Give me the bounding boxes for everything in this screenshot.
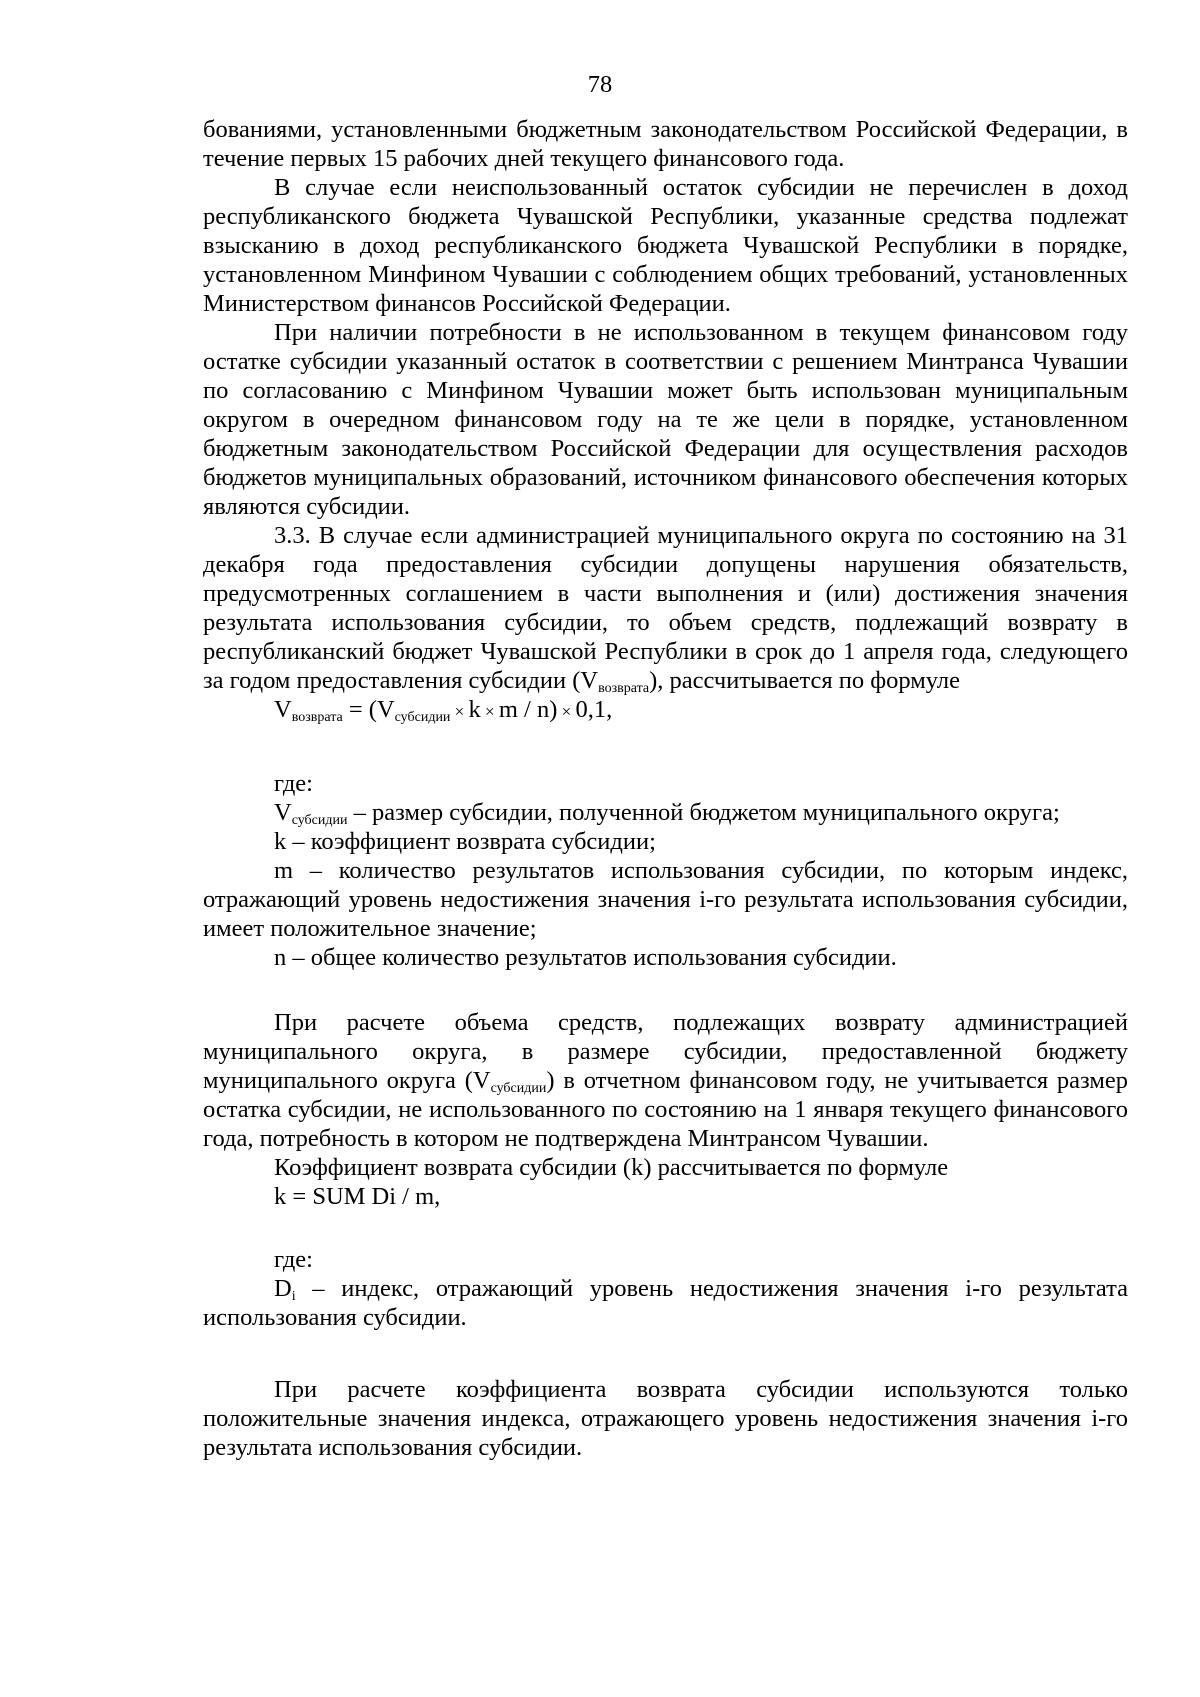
formula-times-3: × <box>557 702 576 721</box>
formula-coef: 0,1, <box>575 696 613 723</box>
formula-times-2: × <box>480 702 499 721</box>
definition-m: m – количество результатов использования субсидии, по которым индекс, отражающий уровень недостижения значения i-го результата использования субсидии, имеет положительное значение; <box>203 857 1128 942</box>
subscript-subsidii: субсидии <box>291 813 348 828</box>
formula-times-1: × <box>450 702 469 721</box>
formula-mn: m / n) <box>498 696 558 723</box>
paragraph-1: бованиями, установленными бюджетным законодательством Российской Федерации, в течение первых 15 рабочих дней текущего финансового года. <box>203 116 1128 172</box>
paragraph-4-text: 3.3. В случае если администрацией муниципального округа по состоянию на 31 декабря года предоставления субсидии допущены нарушения обязательств, предусмотренных соглашением в части выполнения и (или) достижения значения результата использования субсидии, то объем средств, подлежащий возврату в республиканский бюджет Чувашской Республики в срок до 1 апреля года, следующего за годом предоставления субсидии (V <box>203 522 1128 694</box>
paragraph-5 <box>203 1008 1128 1153</box>
definition-n: n – общее количество результатов использования субсидии. <box>274 944 897 971</box>
formula-eq: = (V <box>342 696 395 723</box>
formula-k: k <box>468 696 481 723</box>
formula-v-sub: возврата <box>291 710 343 725</box>
subscript-vozvrata: возврата <box>598 681 650 696</box>
formula-v-vozvrata <box>203 695 1128 726</box>
definition-d-text: – индекс, отражающий уровень недостижения значения i-го результата использования субсидии. <box>203 1275 1128 1331</box>
paragraph-2: В случае если неиспользованный остаток субсидии не перечислен в доход республиканского бюджета Чувашской Республики, указанные средства подлежат взысканию в доход республиканского бюджета Чувашской Республики в порядке, установленном Минфином Чувашии с соблюдением общих требований, установленных Министерством финансов Российской Федерации. <box>203 174 1128 317</box>
paragraph-5-tail: ) в отчетном финансовом году, не учитывается размер остатка субсидии, не использованного по состоянию на 1 января текущего финансового года, потребность в котором не подтверждена Минтрансом Чувашии. <box>203 1067 1128 1152</box>
subscript-i: i <box>291 1289 296 1304</box>
subscript-subsidii-2: субсидии <box>490 1081 547 1096</box>
formula-k: k = SUM Di / m, <box>274 1183 441 1210</box>
page-number: 78 <box>587 71 613 98</box>
paragraph-6: Коэффициент возврата субсидии (k) рассчитывается по формуле <box>274 1154 949 1181</box>
definition-v-subsidii: $V_{субсидии}$ – размер субсидии, полученной бюджетом муниципального округа; <box>274 799 1060 828</box>
paragraph-4 <box>203 521 1128 695</box>
definition-d: $D_i$ – индекс, отражающий уровень недостижения значения i-го результата использования субсидии. <box>203 1275 1128 1331</box>
paragraph-7: При расчете коэффициента возврата субсидии используются только положительные значения индекса, отражающего уровень недостижения значения i-го результата использования субсидии. <box>203 1376 1128 1461</box>
paragraph-3: При наличии потребности в не использованном в текущем финансовом году остатке субсидии указанный остаток в соответствии с решением Минтранса Чувашии по согласованию с Минфином Чувашии может быть использован муниципальным округом в очередном финансовом году на те же цели в порядке, установленном бюджетным законодательством Российской Федерации для осуществления расходов бюджетов муниципальных образований, источником финансового обеспечения которых являются субсидии. <box>203 319 1128 520</box>
paragraph-4-tail: ), рассчитывается по формуле <box>649 667 961 694</box>
formula-s-sub: субсидии <box>394 710 451 725</box>
paragraph-5-text: При расчете объема средств, подлежащих возврату администрацией муниципального округа, в размере субсидии, предоставленной бюджету муниципального округа (V <box>203 1009 1128 1094</box>
formula-v: V <box>274 696 292 723</box>
document-body <box>203 115 1128 1462</box>
where-label-2: где: <box>274 1246 313 1273</box>
definition-k: k – коэффициент возврата субсидии; <box>274 828 656 855</box>
where-label-1: где: <box>274 770 313 797</box>
definition-v-text: – размер субсидии, полученной бюджетом муниципального округа; <box>347 799 1060 826</box>
